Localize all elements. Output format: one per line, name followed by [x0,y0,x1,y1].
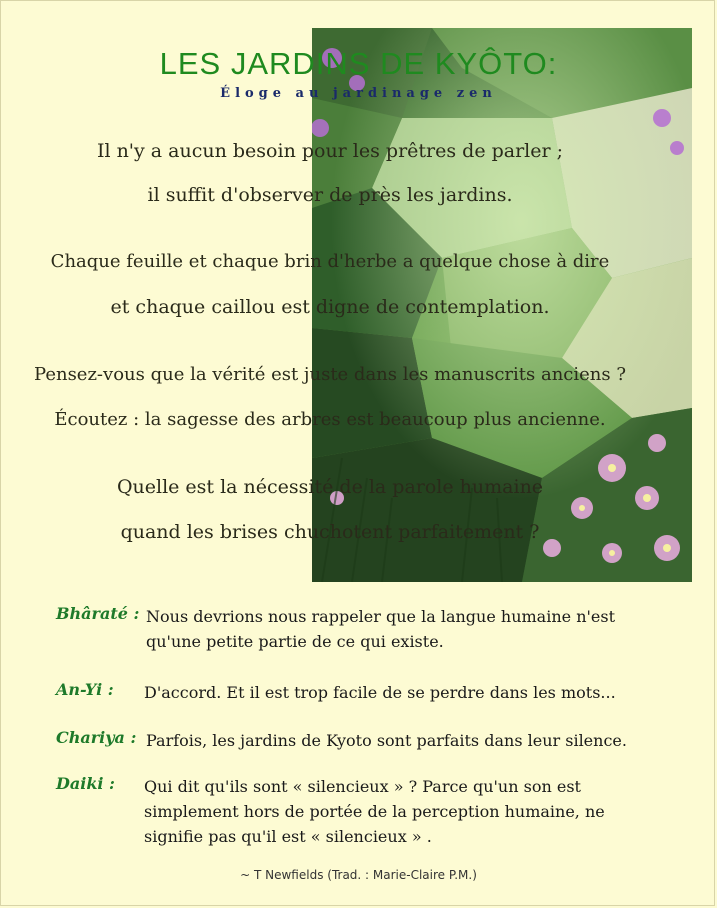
speaker-name: Bhâraté : [56,604,140,623]
speech-text: Parfois, les jardins de Kyoto sont parfaits dans leur silence. [146,731,627,750]
speech-text: Qui dit qu'ils sont « silencieux » ? Parce qu'un son est simplement hors de portée de la perception humaine, ne signifie pas qu'il est « silencieux » . [144,777,605,846]
poem-line: et chaque caillou est digne de contemplation. [110,296,550,318]
poem-line: Écoutez : la sagesse des arbres est beaucoup plus ancienne. [54,409,606,430]
poem-line: il suffit d'observer de près les jardins. [147,184,513,206]
poem-line: quand les brises chuchotent parfaitement ? [120,521,540,543]
speech-text: D'accord. Et il est trop facile de se perdre dans les mots... [144,683,616,702]
poem-line: Quelle est la nécessité de la parole humaine [116,476,544,498]
page-subtitle: Éloge au jardinage zen [220,86,497,101]
speaker-name: An-Yi : [56,680,114,699]
speaker-name: Daiki : [56,774,115,793]
poem-line: Pensez-vous que la vérité est juste dans les manuscrits anciens ? [34,364,626,385]
signature: ~ T Newfields (Trad. : Marie-Claire P.M.) [240,868,477,882]
poem-line: Il n'y a aucun besoin pour les prêtres de parler ; [96,140,564,162]
speech-text: Nous devrions nous rappeler que la langue humaine n'est qu'une petite partie de ce qui existe. [146,607,615,651]
poem-line: Chaque feuille et chaque brin d'herbe a quelque chose à dire [50,251,610,272]
speaker-name: Chariya : [56,728,137,747]
page-title: LES JARDINS DE KYÔTO: [159,46,558,81]
